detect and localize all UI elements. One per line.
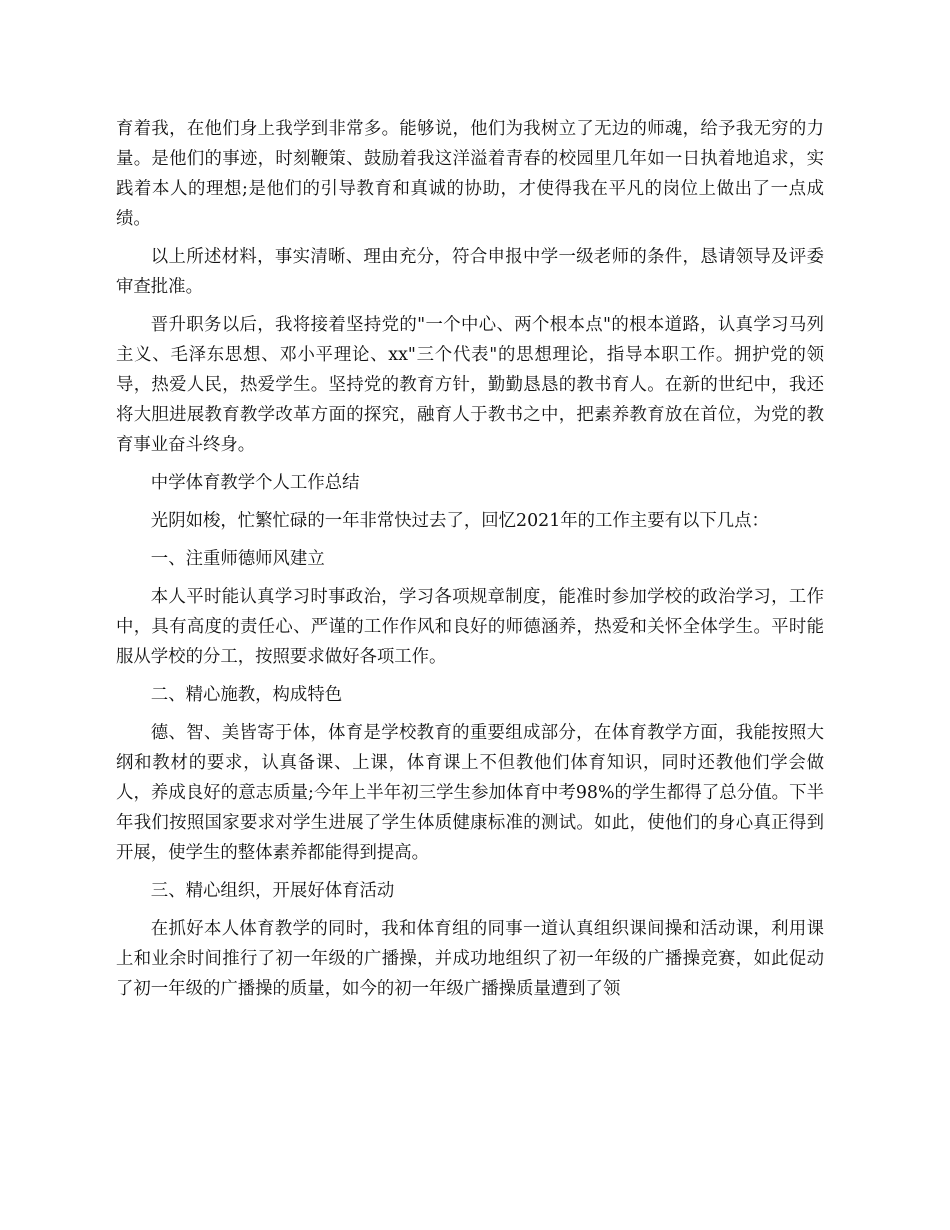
paragraph-5: 本人平时能认真学习时事政治，学习各项规章制度，能准时参加学校的政治学习，工作中，具有高度的责任心、严谨的工作作风和良好的师德涵养，热爱和关怀全体学生。平时能服从学校的分工，按照要求做好各项工作。 bbox=[116, 587, 824, 667]
section-heading-1: 一、注重师德师风建立 bbox=[150, 549, 325, 569]
section-title: 中学体育教学个人工作总结 bbox=[150, 473, 360, 493]
paragraph-1: 育着我，在他们身上我学到非常多。能够说，他们为我树立了无边的师魂，给予我无穷的力量。是他们的事迹，时刻鞭策、鼓励着我这洋溢着青春的校园里几年如一日执着地追求，实践着本人的理想;是他们的引导教育和真诚的协助，才使得我在平凡的岗位上做出了一点成绩。 bbox=[116, 119, 824, 229]
section-heading-2: 二、精心施教，构成特色 bbox=[150, 685, 343, 705]
paragraph-4: 光阴如梭，忙繁忙碌的一年非常快过去了，回忆2021年的工作主要有以下几点： bbox=[150, 511, 769, 531]
document-body bbox=[116, 114, 824, 1012]
paragraph-2: 以上所述材料，事实清晰、理由充分，符合申报中学一级老师的条件，恳请领导及评委审查批准。 bbox=[116, 247, 824, 297]
paragraph-7: 在抓好本人体育教学的同时，我和体育组的同事一道认真组织课间操和活动课，利用课上和业余时间推行了初一年级的广播操，并成功地组织了初一年级的广播操竞赛，如此促动了初一年级的广播操的质量，如今的初一年级广播操质量遭到了领 bbox=[116, 919, 824, 999]
paragraph-3: 晋升职务以后，我将接着坚持党的"一个中心、两个根本点"的根本道路，认真学习马列主义、毛泽东思想、邓小平理论、xx"三个代表"的思想理论，指导本职工作。拥护党的领导，热爱人民，热爱学生。坚持党的教育方针，勤勤恳恳的教书育人。在新的世纪中，我还将大胆进展教育教学改革方面的探究，融育人于教书之中，把素养教育放在首位，为党的教育事业奋斗终身。 bbox=[116, 315, 824, 455]
paragraph-6: 德、智、美皆寄于体，体育是学校教育的重要组成部分，在体育教学方面，我能按照大纲和教材的要求，认真备课、上课，体育课上不但教他们体育知识，同时还教他们学会做人，养成良好的意志质量;今年上半年初三学生参加体育中考98%的学生都得了总分值。下半年我们按照国家要求对学生进展了学生体质健康标准的测试。如此，使他们的身心真正得到开展，使学生的整体素养都能得到提高。 bbox=[116, 723, 824, 863]
section-heading-3: 三、精心组织，开展好体育活动 bbox=[150, 881, 395, 901]
